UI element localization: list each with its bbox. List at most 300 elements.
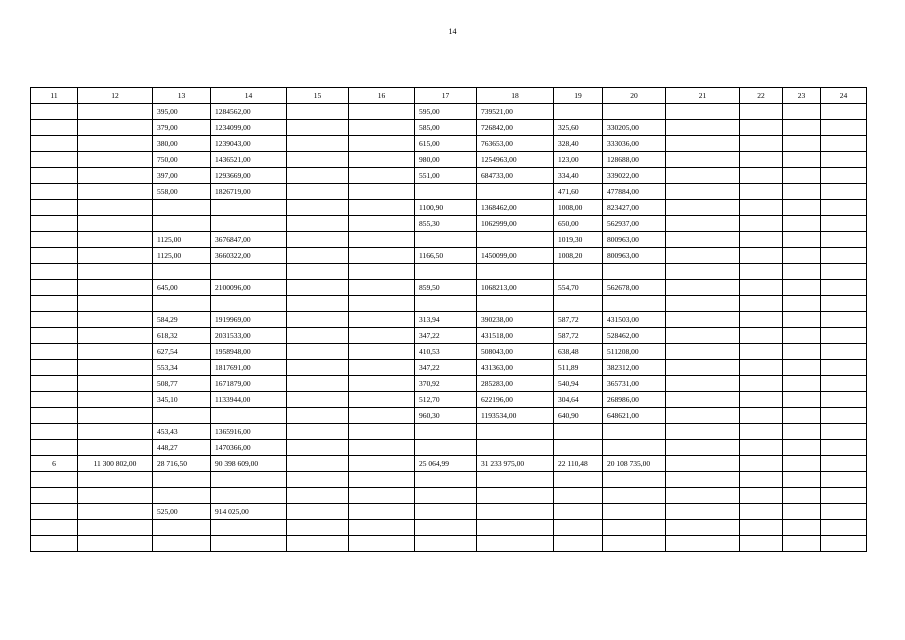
table-cell-col-13 (153, 488, 211, 504)
table-cell-col-22 (740, 536, 783, 552)
table-cell-col-16 (349, 488, 415, 504)
table-cell-col-18: 390238,00 (477, 312, 554, 328)
column-header-20: 20 (603, 88, 666, 104)
table-cell-col-14: 1958948,00 (211, 344, 287, 360)
table-cell-col-15 (287, 184, 349, 200)
table-cell-col-23 (783, 504, 821, 520)
table-cell-col-15 (287, 488, 349, 504)
table-cell-col-12 (78, 536, 153, 552)
table-cell-col-20: 330205,00 (603, 120, 666, 136)
table-cell-col-16 (349, 168, 415, 184)
table-row (31, 232, 867, 248)
table-cell-col-24 (821, 456, 867, 472)
table-cell-col-11 (31, 152, 78, 168)
table-cell-col-20: 562678,00 (603, 280, 666, 296)
table-cell-col-12 (78, 408, 153, 424)
page-number: 14 (448, 27, 457, 36)
table-cell-col-24 (821, 312, 867, 328)
column-header-24: 24 (821, 88, 867, 104)
table-cell-col-13: 627,54 (153, 344, 211, 360)
table-cell-col-22 (740, 456, 783, 472)
table-cell-col-24 (821, 296, 867, 312)
table-row (31, 248, 867, 264)
table-cell-col-11 (31, 248, 78, 264)
table-cell-col-13: 397,00 (153, 168, 211, 184)
table-cell-col-15 (287, 136, 349, 152)
table-cell-col-13 (153, 216, 211, 232)
table-cell-col-21 (666, 328, 740, 344)
table-cell-col-17 (415, 440, 477, 456)
table-cell-col-16 (349, 296, 415, 312)
table-cell-col-12 (78, 216, 153, 232)
table-cell-col-19 (554, 504, 603, 520)
table-cell-col-19: 587,72 (554, 328, 603, 344)
table-cell-col-19 (554, 424, 603, 440)
table-cell-col-11 (31, 264, 78, 280)
table-cell-col-14 (211, 536, 287, 552)
table-cell-col-22 (740, 344, 783, 360)
table-cell-col-16 (349, 120, 415, 136)
table-cell-col-22 (740, 264, 783, 280)
table-cell-col-17 (415, 264, 477, 280)
table-cell-col-19: 1008,00 (554, 200, 603, 216)
table-cell-col-16 (349, 200, 415, 216)
table-cell-col-17: 960,30 (415, 408, 477, 424)
table-cell-col-21 (666, 360, 740, 376)
table-cell-col-20 (603, 472, 666, 488)
table-cell-col-23 (783, 280, 821, 296)
table-cell-col-24 (821, 200, 867, 216)
table-cell-col-12 (78, 360, 153, 376)
table-cell-col-24 (821, 280, 867, 296)
table-cell-col-24 (821, 536, 867, 552)
table-cell-col-24 (821, 408, 867, 424)
table-cell-col-18 (477, 184, 554, 200)
table-cell-col-22 (740, 328, 783, 344)
table-row (31, 344, 867, 360)
table-row (31, 328, 867, 344)
table-cell-col-19: 1008,20 (554, 248, 603, 264)
table-cell-col-12 (78, 424, 153, 440)
table-cell-col-16 (349, 104, 415, 120)
table-cell-col-17: 595,00 (415, 104, 477, 120)
table-cell-col-11 (31, 408, 78, 424)
table-cell-col-14 (211, 296, 287, 312)
table-cell-col-20: 431503,00 (603, 312, 666, 328)
table-cell-col-20: 800963,00 (603, 248, 666, 264)
table-cell-col-18 (477, 424, 554, 440)
column-header-13: 13 (153, 88, 211, 104)
table-cell-col-21 (666, 280, 740, 296)
table-cell-col-24 (821, 376, 867, 392)
table-cell-col-11 (31, 440, 78, 456)
table-cell-col-13 (153, 536, 211, 552)
table-row (31, 392, 867, 408)
table-cell-col-24 (821, 360, 867, 376)
table-cell-col-15 (287, 280, 349, 296)
table-cell-col-21 (666, 232, 740, 248)
table-cell-col-13 (153, 520, 211, 536)
table-cell-col-12: 11 300 802,00 (78, 456, 153, 472)
data-table (30, 87, 867, 552)
table-cell-col-24 (821, 440, 867, 456)
table-cell-col-24 (821, 488, 867, 504)
table-cell-col-23 (783, 440, 821, 456)
table-cell-col-11 (31, 296, 78, 312)
table-cell-col-19: 554,70 (554, 280, 603, 296)
table-cell-col-14 (211, 264, 287, 280)
table-cell-col-23 (783, 248, 821, 264)
table-cell-col-16 (349, 280, 415, 296)
table-row (31, 424, 867, 440)
table-row (31, 504, 867, 520)
table-cell-col-16 (349, 472, 415, 488)
table-cell-col-19 (554, 264, 603, 280)
table-row (31, 312, 867, 328)
table-cell-col-22 (740, 248, 783, 264)
table-cell-col-15 (287, 456, 349, 472)
table-cell-col-22 (740, 472, 783, 488)
table-cell-col-13: 553,34 (153, 360, 211, 376)
table-row (31, 168, 867, 184)
table-cell-col-14 (211, 488, 287, 504)
table-cell-col-21 (666, 312, 740, 328)
table-cell-col-12 (78, 184, 153, 200)
table-cell-col-11 (31, 376, 78, 392)
table-cell-col-19: 1019,30 (554, 232, 603, 248)
table-cell-col-23 (783, 168, 821, 184)
table-cell-col-17: 347,22 (415, 360, 477, 376)
table-cell-col-11 (31, 280, 78, 296)
table-cell-col-18: 1254963,00 (477, 152, 554, 168)
table-cell-col-19 (554, 296, 603, 312)
table-row (31, 120, 867, 136)
table-cell-col-21 (666, 248, 740, 264)
table-cell-col-12 (78, 264, 153, 280)
table-cell-col-15 (287, 440, 349, 456)
table-cell-col-14 (211, 216, 287, 232)
table-cell-col-12 (78, 312, 153, 328)
column-header-21: 21 (666, 88, 740, 104)
table-row (31, 488, 867, 504)
table-cell-col-16 (349, 312, 415, 328)
table-cell-col-16 (349, 424, 415, 440)
table-cell-col-22 (740, 520, 783, 536)
table-cell-col-15 (287, 504, 349, 520)
table-cell-col-22 (740, 488, 783, 504)
table-cell-col-24 (821, 104, 867, 120)
table-cell-col-20: 268986,00 (603, 392, 666, 408)
table-cell-col-15 (287, 120, 349, 136)
table-cell-col-19: 471,60 (554, 184, 603, 200)
table-cell-col-23 (783, 296, 821, 312)
table-cell-col-13 (153, 472, 211, 488)
table-cell-col-22 (740, 280, 783, 296)
table-cell-col-11 (31, 392, 78, 408)
table-cell-col-13: 453,43 (153, 424, 211, 440)
table-cell-col-23 (783, 136, 821, 152)
table-cell-col-18 (477, 264, 554, 280)
table-cell-col-18: 1193534,00 (477, 408, 554, 424)
table-cell-col-13: 380,00 (153, 136, 211, 152)
table-cell-col-20 (603, 424, 666, 440)
table-cell-col-12 (78, 248, 153, 264)
table-cell-col-12 (78, 392, 153, 408)
table-row (31, 184, 867, 200)
table-cell-col-15 (287, 392, 349, 408)
table-cell-col-23 (783, 360, 821, 376)
table-cell-col-11 (31, 424, 78, 440)
table-cell-col-12 (78, 328, 153, 344)
table-cell-col-20: 333036,00 (603, 136, 666, 152)
table-cell-col-23 (783, 536, 821, 552)
table-cell-col-18: 1450099,00 (477, 248, 554, 264)
table-cell-col-13 (153, 200, 211, 216)
table-cell-col-12 (78, 376, 153, 392)
table-cell-col-13: 618,32 (153, 328, 211, 344)
table-cell-col-15 (287, 408, 349, 424)
table-cell-col-11 (31, 232, 78, 248)
table-cell-col-20: 511208,00 (603, 344, 666, 360)
table-cell-col-15 (287, 168, 349, 184)
table-cell-col-21 (666, 136, 740, 152)
table-cell-col-17 (415, 424, 477, 440)
table-cell-col-23 (783, 184, 821, 200)
table-cell-col-13 (153, 264, 211, 280)
table-cell-col-20: 128688,00 (603, 152, 666, 168)
column-header-18: 18 (477, 88, 554, 104)
table-cell-col-24 (821, 344, 867, 360)
column-header-14: 14 (211, 88, 287, 104)
table-row (31, 200, 867, 216)
table-cell-col-23 (783, 216, 821, 232)
table-cell-col-24 (821, 264, 867, 280)
column-header-23: 23 (783, 88, 821, 104)
table-cell-col-15 (287, 104, 349, 120)
table-cell-col-14 (211, 520, 287, 536)
table-cell-col-17: 585,00 (415, 120, 477, 136)
table-header-row (31, 88, 867, 104)
table-cell-col-18 (477, 504, 554, 520)
table-cell-col-21 (666, 200, 740, 216)
table-cell-col-13: 525,00 (153, 504, 211, 520)
table-cell-col-24 (821, 184, 867, 200)
table-cell-col-23 (783, 200, 821, 216)
table-cell-col-11 (31, 488, 78, 504)
table-cell-col-17: 551,00 (415, 168, 477, 184)
table-row (31, 456, 867, 472)
table-cell-col-21 (666, 120, 740, 136)
column-header-22: 22 (740, 88, 783, 104)
table-cell-col-14: 2031533,00 (211, 328, 287, 344)
table-cell-col-17 (415, 520, 477, 536)
table-row (31, 264, 867, 280)
table-cell-col-11 (31, 312, 78, 328)
table-cell-col-20: 382312,00 (603, 360, 666, 376)
table-cell-col-15 (287, 328, 349, 344)
table-cell-col-15 (287, 312, 349, 328)
table-cell-col-20 (603, 104, 666, 120)
table-cell-col-19 (554, 520, 603, 536)
table-cell-col-18: 739521,00 (477, 104, 554, 120)
table-cell-col-18 (477, 296, 554, 312)
table-cell-col-14 (211, 472, 287, 488)
table-cell-col-19: 640,90 (554, 408, 603, 424)
table-cell-col-17 (415, 296, 477, 312)
column-header-16: 16 (349, 88, 415, 104)
column-header-15: 15 (287, 88, 349, 104)
table-cell-col-18 (477, 536, 554, 552)
table-cell-col-22 (740, 392, 783, 408)
table-cell-col-18 (477, 488, 554, 504)
table-cell-col-17 (415, 184, 477, 200)
table-cell-col-12 (78, 440, 153, 456)
table-cell-col-15 (287, 376, 349, 392)
table-cell-col-12 (78, 296, 153, 312)
table-cell-col-16 (349, 328, 415, 344)
table-cell-col-19: 638,48 (554, 344, 603, 360)
table-cell-col-22 (740, 152, 783, 168)
table-row (31, 296, 867, 312)
table-cell-col-22 (740, 136, 783, 152)
table-cell-col-21 (666, 424, 740, 440)
table-cell-col-22 (740, 440, 783, 456)
table-cell-col-24 (821, 472, 867, 488)
table-cell-col-17: 370,92 (415, 376, 477, 392)
table-cell-col-11 (31, 104, 78, 120)
table-cell-col-13: 1125,00 (153, 232, 211, 248)
table-cell-col-11 (31, 328, 78, 344)
table-cell-col-17 (415, 504, 477, 520)
table-cell-col-23 (783, 232, 821, 248)
table-cell-col-17: 347,22 (415, 328, 477, 344)
table-cell-col-17: 410,53 (415, 344, 477, 360)
table-cell-col-14: 1671879,00 (211, 376, 287, 392)
table-cell-col-21 (666, 264, 740, 280)
table-cell-col-24 (821, 232, 867, 248)
table-cell-col-17 (415, 472, 477, 488)
table-cell-col-17 (415, 488, 477, 504)
table-cell-col-19: 540,94 (554, 376, 603, 392)
table-cell-col-16 (349, 216, 415, 232)
table-cell-col-14 (211, 408, 287, 424)
table-row (31, 536, 867, 552)
table-cell-col-22 (740, 312, 783, 328)
table-row (31, 440, 867, 456)
table-cell-col-20: 528462,00 (603, 328, 666, 344)
table-cell-col-18: 431518,00 (477, 328, 554, 344)
column-header-12: 12 (78, 88, 153, 104)
table-cell-col-20: 339022,00 (603, 168, 666, 184)
table-cell-col-16 (349, 376, 415, 392)
table-cell-col-11 (31, 184, 78, 200)
table-cell-col-18: 1068213,00 (477, 280, 554, 296)
table-cell-col-24 (821, 216, 867, 232)
table-cell-col-12 (78, 472, 153, 488)
table-cell-col-19: 304,64 (554, 392, 603, 408)
table-cell-col-20: 365731,00 (603, 376, 666, 392)
table-cell-col-22 (740, 360, 783, 376)
table-cell-col-22 (740, 168, 783, 184)
table-cell-col-12 (78, 344, 153, 360)
table-cell-col-11 (31, 520, 78, 536)
table-cell-col-21 (666, 152, 740, 168)
table-cell-col-21 (666, 536, 740, 552)
table-cell-col-13: 379,00 (153, 120, 211, 136)
table-cell-col-19: 511,89 (554, 360, 603, 376)
table-cell-col-17: 859,50 (415, 280, 477, 296)
table-cell-col-16 (349, 344, 415, 360)
table-cell-col-19 (554, 104, 603, 120)
table-cell-col-24 (821, 120, 867, 136)
table-cell-col-23 (783, 312, 821, 328)
table-cell-col-20 (603, 264, 666, 280)
column-header-11: 11 (31, 88, 78, 104)
table-cell-col-15 (287, 264, 349, 280)
table-cell-col-18: 285283,00 (477, 376, 554, 392)
table-cell-col-18 (477, 232, 554, 248)
table-cell-col-12 (78, 504, 153, 520)
table-cell-col-11 (31, 472, 78, 488)
table-cell-col-12 (78, 152, 153, 168)
table-cell-col-24 (821, 424, 867, 440)
table-cell-col-21 (666, 392, 740, 408)
table-cell-col-14: 1826719,00 (211, 184, 287, 200)
table-cell-col-14: 1234099,00 (211, 120, 287, 136)
table-cell-col-20 (603, 504, 666, 520)
table-cell-col-18: 431363,00 (477, 360, 554, 376)
table-cell-col-14: 90 398 609,00 (211, 456, 287, 472)
table-cell-col-20 (603, 440, 666, 456)
table-cell-col-22 (740, 296, 783, 312)
table-cell-col-17: 313,94 (415, 312, 477, 328)
table-cell-col-16 (349, 152, 415, 168)
table-cell-col-18: 622196,00 (477, 392, 554, 408)
table-cell-col-14: 2100096,00 (211, 280, 287, 296)
table-cell-col-14 (211, 200, 287, 216)
table-cell-col-16 (349, 520, 415, 536)
table-cell-col-12 (78, 136, 153, 152)
table-cell-col-15 (287, 296, 349, 312)
table-cell-col-11 (31, 536, 78, 552)
table-cell-col-22 (740, 232, 783, 248)
table-row (31, 360, 867, 376)
table-cell-col-16 (349, 536, 415, 552)
table-cell-col-23 (783, 472, 821, 488)
table-cell-col-21 (666, 504, 740, 520)
table-cell-col-23 (783, 152, 821, 168)
table-cell-col-13: 750,00 (153, 152, 211, 168)
table-cell-col-12 (78, 232, 153, 248)
table-cell-col-20: 477884,00 (603, 184, 666, 200)
table-row (31, 152, 867, 168)
table-cell-col-16 (349, 232, 415, 248)
table-cell-col-19: 22 110,48 (554, 456, 603, 472)
table-cell-col-23 (783, 408, 821, 424)
table-cell-col-17: 512,70 (415, 392, 477, 408)
table-cell-col-22 (740, 504, 783, 520)
table-cell-col-18 (477, 520, 554, 536)
table-cell-col-21 (666, 376, 740, 392)
table-cell-col-20 (603, 520, 666, 536)
table-cell-col-19: 328,40 (554, 136, 603, 152)
table-cell-col-24 (821, 136, 867, 152)
table-cell-col-14: 1470366,00 (211, 440, 287, 456)
table-cell-col-11 (31, 360, 78, 376)
table-row (31, 472, 867, 488)
table-cell-col-12 (78, 120, 153, 136)
table-cell-col-11 (31, 216, 78, 232)
